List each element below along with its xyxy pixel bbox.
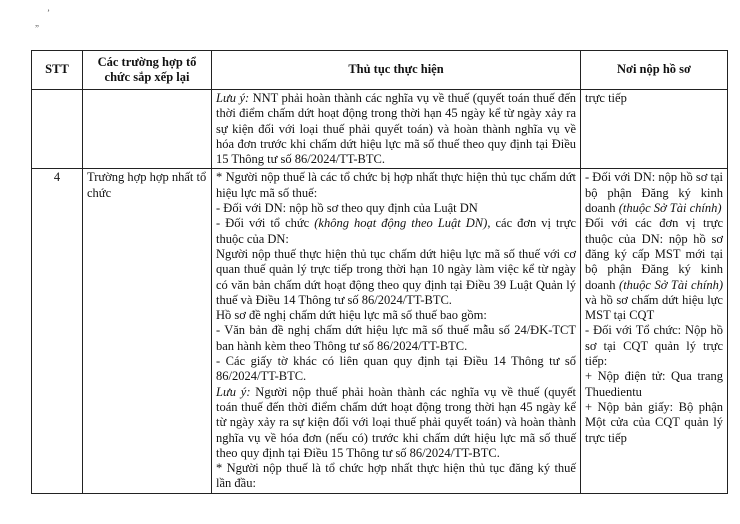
proc-para-6: - Văn bản đề nghị chấm dứt hiệu lực mã số thuế mẫu số 24/ĐK-TCT ban hành kèm theo Thông tư số 86/2024/TT-BTC. <box>216 323 576 353</box>
proc-para-3-start: - Đối với tổ chức <box>216 216 315 231</box>
row1-case-cell <box>83 90 212 169</box>
procedure-table <box>31 50 728 494</box>
where-para-2-end: và hồ sơ chấm dứt hiệu lực MST tại CQT <box>585 292 723 323</box>
header-stt: STT <box>32 51 83 90</box>
proc-para-3-italic: (không hoạt động theo Luật DN) <box>314 216 488 231</box>
where-para-1-italic: (thuộc Sở Tài chính) <box>618 201 722 216</box>
header-submission-place: Nơi nộp hồ sơ <box>581 51 728 90</box>
header-case: Các trường hợp tổ chức sắp xếp lại <box>83 51 212 90</box>
proc-para-5: Hồ sơ đề nghị chấm dứt hiệu lực mã số thuế bao gồm: <box>216 308 487 323</box>
proc-para-8 <box>216 385 576 461</box>
proc-para-3-end: , các đơn vị trực thuộc của DN: <box>216 216 576 246</box>
table-row <box>32 90 728 169</box>
row1-note-text: NNT phải hoàn thành các nghĩa vụ về thuế (quyết toán thuế đến thời điểm chấm dứt hoạt động trong thời hạn 45 ngày kể từ ngày xảy ra sự kiện đối với loại thuế phải quyết toán) và hoàn thành nghĩa vụ về hóa đơn trước khi chấm dứt hiệu lực mã số thuế theo quy định tại Điều 15 Thông tư số 86/2024/TT-BTC. <box>216 91 576 167</box>
row1-stt-cell <box>32 90 83 169</box>
proc-para-8-label: Lưu ý: <box>216 384 251 399</box>
row2-procedure-cell <box>212 169 581 493</box>
table-header-row <box>32 51 728 90</box>
proc-para-9: * Người nộp thuế là tổ chức hợp nhất thực hiện thủ tục đăng ký thuế lần đầu: <box>216 461 576 491</box>
where-para-2 <box>585 216 723 323</box>
proc-para-3 <box>216 216 576 247</box>
where-para-1-start: - Đối với DN: nộp hồ sơ tại bộ phận Đăng ký kinh doanh <box>585 170 723 216</box>
where-para-1 <box>585 170 723 216</box>
where-para-3: - Đối với Tổ chức: Nộp hồ sơ tại CQT quản lý trực tiếp: <box>585 323 723 369</box>
row2-case-cell: Trường hợp hợp nhất tổ chức <box>83 169 212 493</box>
row1-procedure-cell <box>212 90 581 169</box>
where-para-5: + Nộp bản giấy: Bộ phận Một cửa của CQT quản lý trực tiếp <box>585 399 723 445</box>
where-para-4: + Nộp điện tử: Qua trang Thuedientu <box>585 369 723 399</box>
row2-where-cell <box>581 169 728 493</box>
proc-para-7: - Các giấy tờ khác có liên quan quy định tại Điều 14 Thông tư số 86/2024/TT-BTC. <box>216 354 576 384</box>
proc-para-4: Người nộp thuế thực hiện thủ tục chấm dứt hiệu lực mã số thuế với cơ quan thuế quản lý trực tiếp trong thời hạn 10 ngày làm việc kể từ ngày có văn bản chấm dứt hoạt động theo quy định tại Điều 39 Luật Quản lý thuế và Điều 14 Thông tư số 86/2024/TT-BTC. <box>216 246 576 307</box>
where-para-2-start: Đối với các đơn vị trực thuộc của DN: nộp hồ sơ đăng ký cấp MST mới tại bộ phận Đăng ký kinh doanh <box>585 216 723 292</box>
where-para-2-italic: (thuộc Sở Tài chính) <box>619 277 723 292</box>
scan-speck-mark: ʼ <box>47 8 50 18</box>
proc-para-8-text: Người nộp thuế phải hoàn thành các nghĩa vụ về thuế (quyết toán thuế đến thời điểm chấm dứt hoạt động trong thời hạn 45 ngày kể từ ngày xảy ra sự kiện đối với loại thuế phải quyết toán) và hoàn thành nghĩa vụ về hóa đơn (nếu có) trước khi chấm dứt hiệu lực mã số thuế theo quy định tại Điều 15 Thông tư số 86/2024/TT-BTC. <box>216 384 576 460</box>
proc-para-1: * Người nộp thuế là các tổ chức bị hợp nhất thực hiện thủ tục chấm dứt hiệu lực mã số thuế: <box>216 170 576 200</box>
row1-where-cell <box>581 90 728 169</box>
table-row <box>32 169 728 493</box>
row1-note <box>216 91 576 167</box>
proc-para-2: - Đối với DN: nộp hồ sơ theo quy định của Luật DN <box>216 201 478 216</box>
row1-where-text: trực tiếp <box>585 91 627 105</box>
row1-note-label: Lưu ý: <box>216 91 250 105</box>
scan-speck-mark: „ <box>35 18 39 28</box>
header-procedure: Thủ tục thực hiện <box>212 51 581 90</box>
row2-stt-cell: 4 <box>32 169 83 493</box>
